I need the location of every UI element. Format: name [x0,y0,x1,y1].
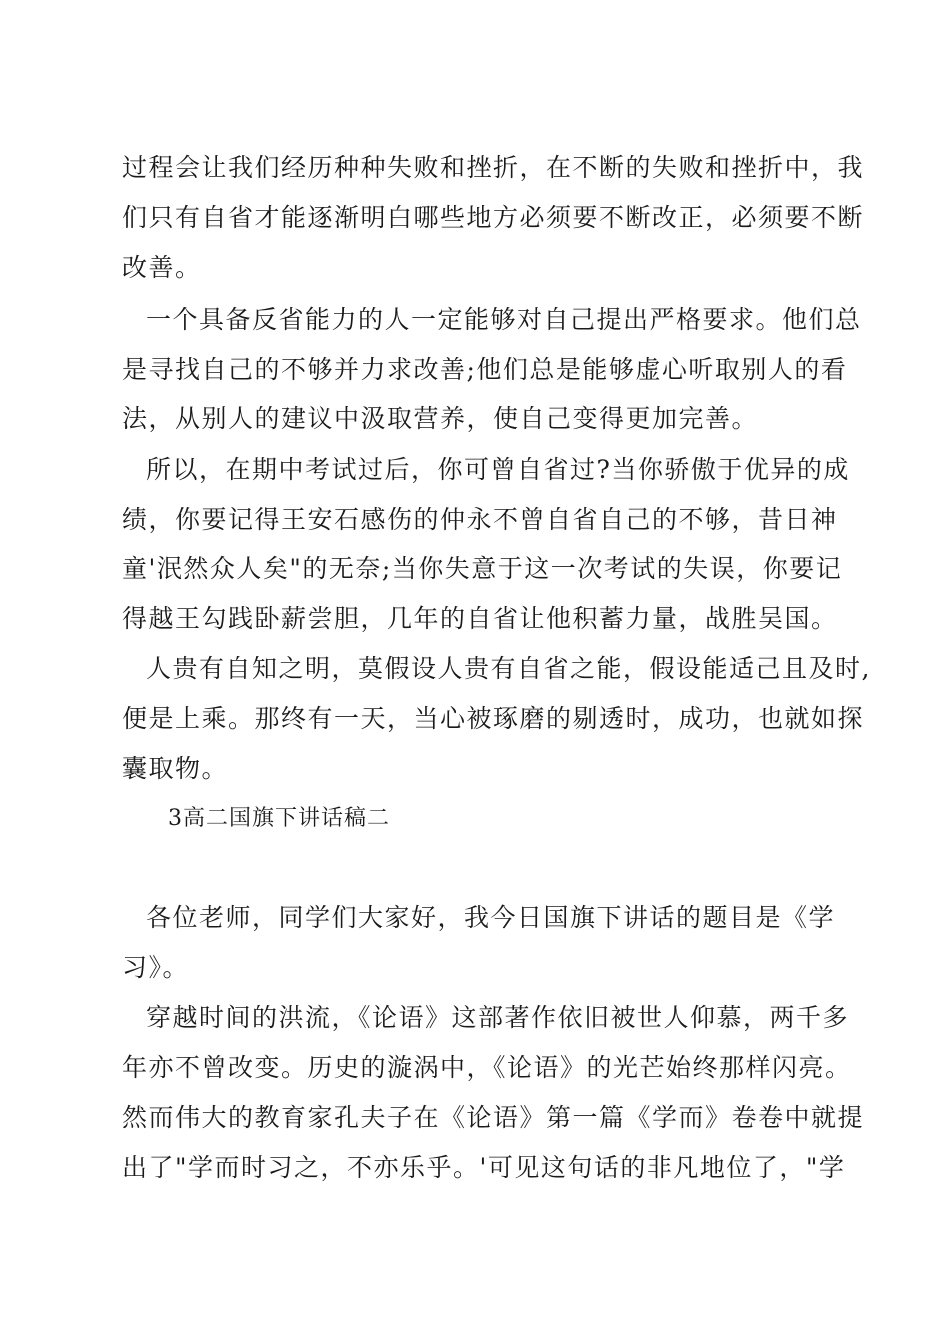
body-line: 习》。 [122,953,190,982]
body-line: 改善。 [122,253,202,282]
body-line: 是寻找自己的不够并力求改善;他们总是能够虚心听取别人的看 [122,355,848,384]
body-line: 囊取物。 [122,754,229,783]
paragraph-start-line: 穿越时间的洪流，《论语》这部著作依旧被世人仰慕，两千多 [146,1003,850,1032]
paragraph-start-line: 一个具备反省能力的人一定能够对自己提出严格要求。他们总 [146,305,862,334]
body-line: 便是上乘。那终有一天，当心被琢磨的剔透时，成功，也就如探 [122,704,865,733]
paragraph-start-line: 各位老师，同学们大家好，我今日国旗下讲话的题目是《学 [146,903,836,932]
body-line: 得越王勾践卧薪尝胆，几年的自省让他积蓄力量，战胜吴国。 [122,604,838,633]
body-line: 童'泯然众人矣"的无奈;当你失意于这一次考试的失误，你要记 [122,554,843,583]
section-heading: 3高二国旗下讲话稿二 [168,806,390,831]
paragraph-start-line: 所以，在期中考试过后，你可曾自省过?当你骄傲于优异的成 [146,455,850,484]
body-line: 过程会让我们经历种种失败和挫折，在不断的失败和挫折中，我 [122,153,865,182]
paragraph-start-line: 人贵有自知之明，莫假设人贵有自省之能，假设能适己且及时, [146,654,871,683]
body-line: 绩，你要记得王安石感伤的仲永不曾自省自己的不够，昔日神 [122,505,838,534]
body-line: 法，从别人的建议中汲取营养，使自己变得更加完善。 [122,404,759,433]
body-line: 出了"学而时习之，不亦乐乎。'可见这句话的非凡地位了，"学 [122,1153,846,1182]
body-line: 们只有自省才能逐渐明白哪些地方必须要不断改正，必须要不断 [122,203,865,232]
body-line: 年亦不曾改变。历史的漩涡中，《论语》的光芒始终那样闪亮。 [122,1053,852,1082]
body-line: 然而伟大的教育家孔夫子在《论语》第一篇《学而》卷卷中就提 [122,1103,865,1132]
